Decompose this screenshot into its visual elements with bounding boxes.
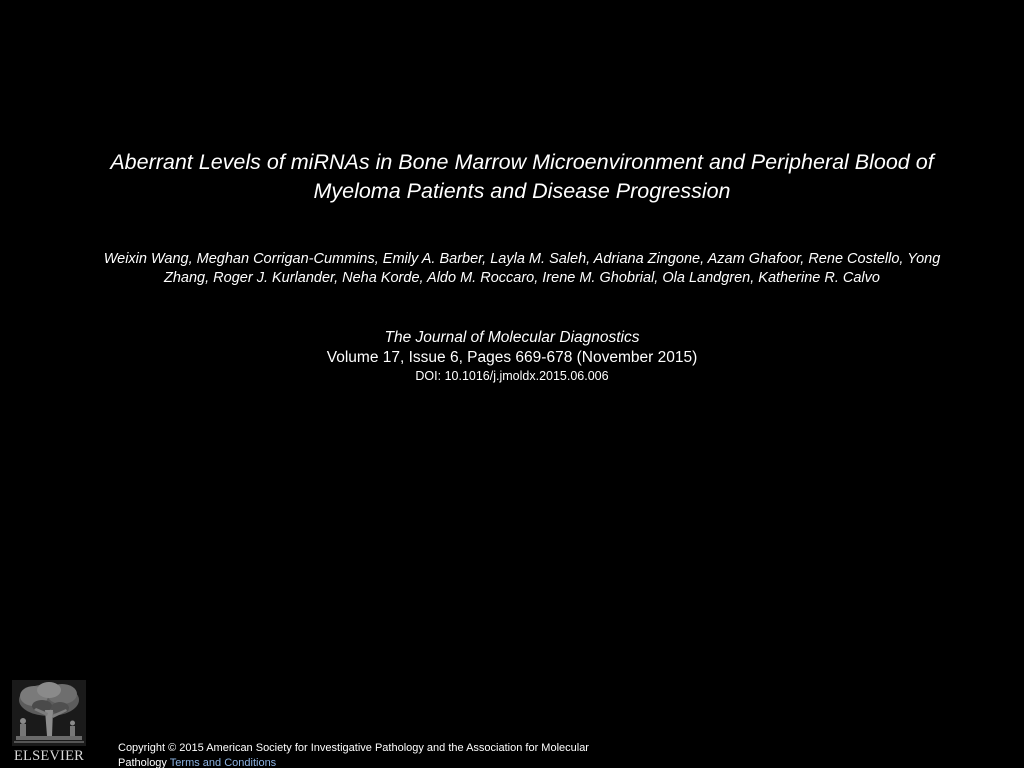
article-authors (50, 250, 994, 288)
terms-and-conditions-link[interactable]: Terms and Conditions (169, 757, 277, 768)
article-title-line-2: Myeloma Patients and Disease Progression (313, 179, 731, 203)
copyright-line-2: Pathology (118, 757, 167, 768)
journal-doi: DOI: 10.1016/j.jmoldx.2015.06.006 (415, 369, 609, 383)
journal-name: The Journal of Molecular Diagnostics (384, 329, 640, 346)
authors-line-2: Zhang, Roger J. Kurlander, Neha Korde, Aldo M. Roccaro, Irene M. Ghobrial, Ola Landgren, Katherine R. Calvo (164, 270, 880, 286)
elsevier-logo (10, 680, 88, 766)
article-title-line-1: Aberrant Levels of miRNAs in Bone Marrow Microenvironment and Peripheral Blood of (110, 150, 934, 174)
article-title (40, 148, 1004, 206)
copyright-notice (118, 741, 698, 768)
copyright-line-1: Copyright © 2015 American Society for Investigative Pathology and the Association for Molecular (118, 742, 589, 754)
journal-citation (0, 328, 1024, 385)
authors-line-1: Weixin Wang, Meghan Corrigan-Cummins, Emily A. Barber, Layla M. Saleh, Adriana Zingone, Azam Ghafoor, Rene Costello, Yong (103, 251, 941, 267)
journal-volume: Volume 17, Issue 6, Pages 669-678 (November 2015) (326, 349, 698, 366)
elsevier-tree-icon (12, 680, 86, 746)
elsevier-wordmark: ELSEVIER (13, 748, 85, 764)
